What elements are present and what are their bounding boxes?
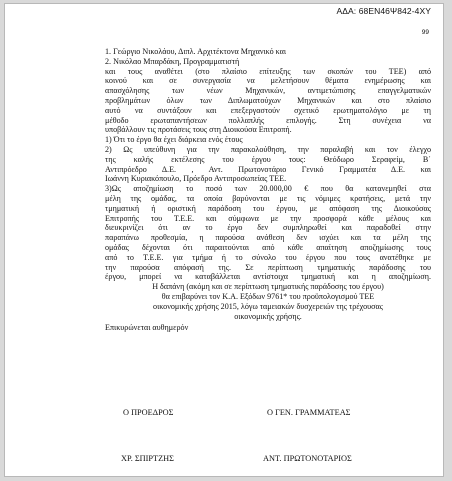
- text-line: τμηματική ή οριστική παράδοση του έργου, με απόφαση της Διοικούσας: [105, 203, 431, 213]
- president-name: ΧΡ. ΣΠΙΡΤΖΗΣ: [121, 454, 174, 463]
- president-title: Ο ΠΡΟΕΔΡΟΣ: [123, 408, 174, 417]
- text-line: έργου, μπορεί να καταβάλλεται αντίστοιχα τμηματική και η αποζημίωση.: [105, 272, 431, 282]
- text-line: την παρούσα απόφασή της. Σε περίπτωση τμηματικής παράδοσης του: [105, 262, 431, 272]
- page-number: 99: [421, 29, 429, 36]
- secretary-general-title: Ο ΓΕΝ. ΓΡΑΜΜΑΤΕΑΣ: [267, 408, 351, 417]
- text-line: 2. Νικόλαο Μπαρδάκη, Προγραμματιστή: [105, 56, 240, 66]
- text-line: ομάδας δέχονται ότι παραιτούνται από κάθε απαίτηση αποζημίωσης τους: [105, 242, 431, 252]
- text-line: μέλη της ομάδας, τα οποία βαρύνονται με τις νόμιμες κρατήσεις, μετά την: [105, 193, 431, 203]
- decision-text: [105, 47, 431, 333]
- text-line: αυτό να συντάξουν και επεξεργαστούν σχετικό ερωτηματολόγιο με τη: [105, 105, 431, 115]
- ada-code: ΑΔΑ: 68ΕΝ46Ψ842-4ΧΥ: [336, 6, 431, 16]
- document-page: [4, 3, 444, 477]
- text-line: υποβάλλουν τις προτάσεις τους στη Διοικούσα Επιτροπή.: [105, 125, 292, 135]
- text-line: της καλής εκτέλεσης του έργου τους: Θεόδωρο Σεραφείμ, Β΄: [105, 154, 431, 164]
- text-line: 2) Ως υπεύθυνη για την παρακολούθηση, την παραλαβή και τον έλεγχο: [105, 144, 431, 154]
- text-line: Επιτροπής του Τ.Ε.Ε. και σύμφωνα με την προσφορά κάθε μέλους και: [105, 213, 431, 223]
- text-line: από το Τ.Ε.Ε. για τμήμα ή το σύνολο του έργου που τους ανατέθηκε με: [105, 252, 431, 262]
- text-line: οικονομικής χρήσης 2015, λόγω ταμειακών δυσχερειών της τρέχουσας: [153, 301, 383, 311]
- text-line: 1) Ότι το έργο θα έχει διάρκεια ενός έτους: [105, 135, 243, 145]
- text-line: Η δαπάνη (ακόμη και σε περίπτωση τμηματικής παράδοσης του έργου): [152, 282, 384, 292]
- text-line: 1. Γεώργιο Νικολάου, Διπλ. Αρχιτέκτονα Μηχανικό και: [105, 47, 287, 56]
- text-line: κοινού και σε συνεργασία να μελετήσουν θέματα ενημέρωσης και: [105, 76, 431, 86]
- text-line: Επικυρώνεται αυθημερόν: [105, 323, 189, 333]
- text-line: μέθοδο ερωταπαντήσεων πολλαπλής επιλογής. Στη συνέχεια να: [105, 115, 431, 125]
- text-line: Ιωάννη Κυριακόπουλο, Πρόεδρο Αντιπροσωπείας ΤΕΕ.: [105, 174, 287, 184]
- text-line: 3)Ως αποζημίωση το ποσό των 20.000,00 € που θα κατανεμηθεί στα: [105, 184, 431, 194]
- text-line: Αντιπρόεδρο Δ.Ε. , Αντ. Πρωτονοτάριο Γενικό Γραμματέα Δ.Ε. και: [105, 164, 431, 174]
- text-line: και τους αναθέτει (στο πλαίσιο επίτευξης των σκοπών του ΤΕΕ) από: [105, 66, 431, 76]
- text-line: διευκρινίζει ότι αν το έργο δεν συμπληρωθεί και παραδοθεί στην: [105, 223, 431, 233]
- text-line: προβλημάτων όλων των Διπλωματούχων Μηχανικών και στο πλαίσιο: [105, 95, 431, 105]
- text-line: παραπάνω προθεσμία, η παρούσα ανάθεση δεν ισχύει και τα μέλη της: [105, 233, 431, 243]
- text-line: θα επιβαρύνει τον Κ.Α. Εξόδων 9761* του προϋπολογισμού ΤΕΕ: [161, 291, 375, 301]
- secretary-general-name: ΑΝΤ. ΠΡΩΤΟΝΟΤΑΡΙΟΣ: [263, 454, 352, 463]
- text-line: οικονομικής χρήσης.: [234, 311, 302, 321]
- text-line: απασχόλησης των νέων Μηχανικών, αντιμετώπισης επαγγελματικών: [105, 86, 431, 96]
